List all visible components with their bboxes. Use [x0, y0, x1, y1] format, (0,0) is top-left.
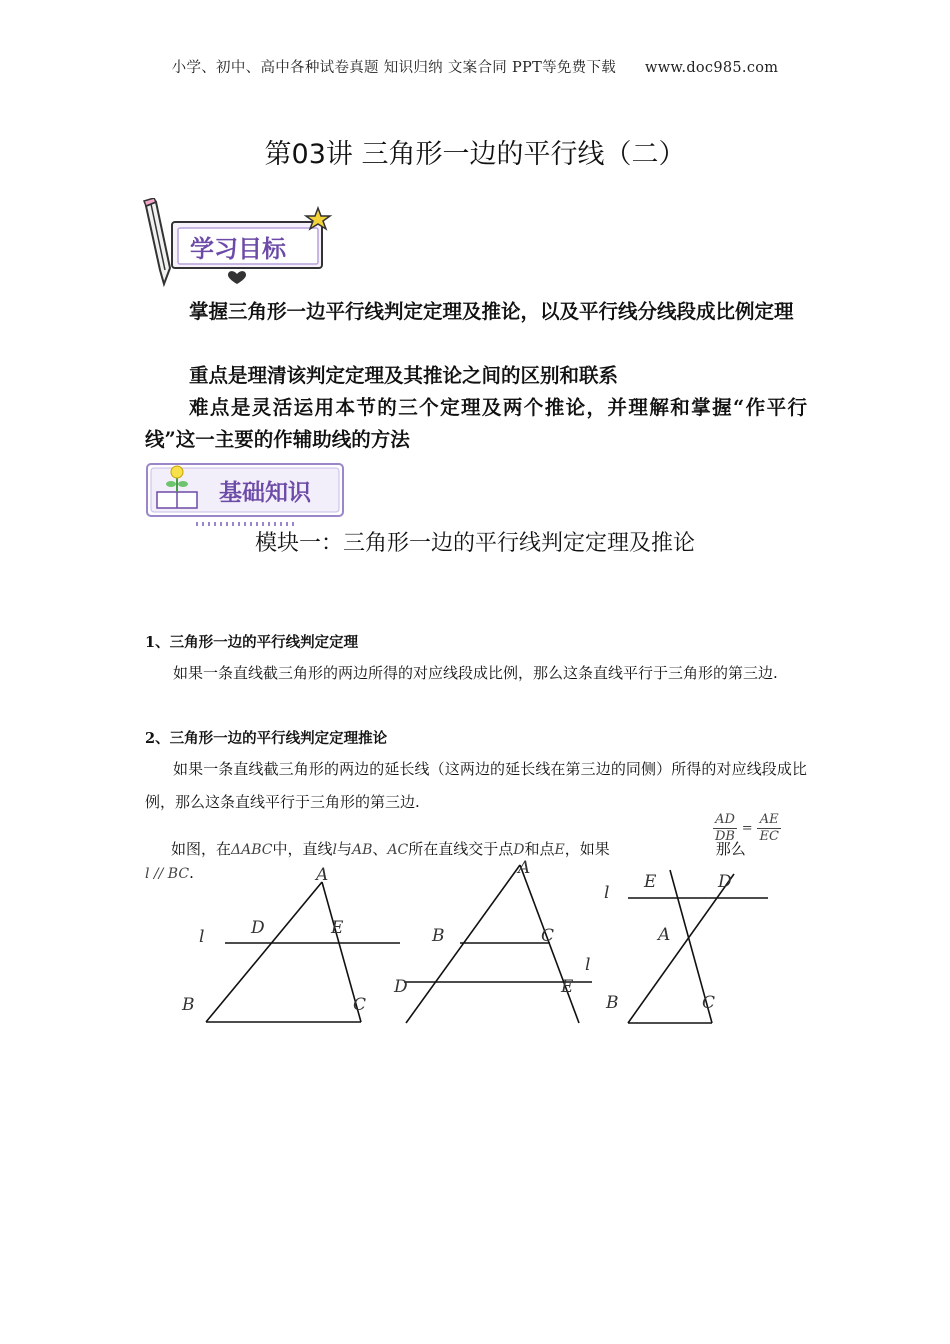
fig-e: E: [554, 842, 565, 858]
objective-1: 掌握三角形一边平行线判定定理及推论，以及平行线分线段成比例定理: [189, 300, 794, 323]
d3-label-b: B: [606, 993, 619, 1013]
section-2-body: 如果一条直线截三角形的两边的延长线（这两边的延长线在第三边的同侧）所得的对应线段成比例，那么这条直线平行于三角形的第三边.: [145, 760, 807, 811]
badge-basics-text: 基础知识: [219, 480, 311, 506]
d3-label-l: l: [604, 883, 610, 903]
badge-goals-text: 学习目标: [190, 235, 286, 263]
fig-text-1: 如图，在: [171, 840, 232, 858]
d2-label-e: E: [561, 977, 574, 997]
equals-sign: =: [741, 821, 753, 836]
d3-line-db: [628, 874, 734, 1023]
d3-label-d: D: [718, 872, 732, 892]
d2-label-d: D: [394, 977, 408, 997]
diagram-1: [175, 860, 410, 1035]
fraction-1-denominator: DB: [715, 829, 735, 844]
fig-triangle: ΔABC: [231, 842, 273, 858]
fig-text-2: 中，直线: [272, 840, 333, 858]
fig-text-6: 和点: [524, 840, 555, 858]
diagram-3: [600, 860, 780, 1030]
fig-line-l: l: [332, 842, 337, 858]
d1-label-d: D: [251, 918, 265, 938]
d1-label-l: l: [199, 927, 205, 947]
d1-label-a: A: [316, 865, 329, 885]
pencil-icon: [144, 198, 170, 284]
fraction-2-numerator: AE: [757, 812, 780, 829]
page-title: 第03讲 三角形一边的平行线（二）: [264, 139, 686, 170]
objective-3: 难点是灵活运用本节的三个定理及两个推论，并理解和掌握“作平行线”这一主要的作辅助线的方法: [145, 396, 807, 451]
fraction-2-denominator: EC: [759, 829, 779, 844]
section-1-heading: 1、三角形一边的平行线判定定理: [145, 634, 359, 651]
objective-2: 重点是理清该判定定理及其推论之间的区别和联系: [189, 364, 619, 387]
fig-d: D: [513, 842, 525, 858]
header-text: 小学、初中、高中各种试卷真题 知识归纳 文案合同 PPT等免费下载: [171, 60, 617, 76]
basic-knowledge-badge: [145, 462, 355, 526]
fig-text-4: 、: [372, 840, 388, 858]
fig-text-3: 与: [337, 840, 353, 858]
d1-label-e: E: [331, 918, 344, 938]
section-2-heading: 2、三角形一边的平行线判定定理推论: [145, 730, 388, 747]
d3-label-c: C: [702, 993, 716, 1013]
learning-goals-badge: [140, 198, 340, 288]
fig-conclusion: l // BC: [145, 866, 190, 882]
module-title: 模块一：三角形一边的平行线判定定理及推论: [254, 531, 695, 556]
fig-text-8: 那么: [715, 840, 746, 858]
fig-text-5: 所在直线交于点: [408, 840, 514, 858]
fraction-1-numerator: AD: [713, 812, 737, 829]
fig-dot: .: [189, 864, 194, 882]
fig-ab: AB: [352, 842, 373, 858]
d3-label-a: A: [658, 925, 671, 945]
d3-label-e: E: [644, 872, 657, 892]
d2-label-l: l: [585, 955, 591, 975]
d1-label-c: C: [353, 995, 367, 1015]
fig-text-7: ，如果: [564, 840, 610, 858]
site-header: [0, 56, 950, 77]
heart-icon: [228, 271, 246, 284]
fig-ac: AC: [387, 842, 409, 858]
d2-label-c: C: [541, 926, 555, 946]
d1-label-b: B: [182, 995, 195, 1015]
d2-label-b: B: [432, 926, 445, 946]
header-site-link[interactable]: www.doc985.com: [645, 60, 779, 76]
d1-side-ab: [206, 882, 322, 1022]
diagram-2: [390, 855, 605, 1030]
d2-line-ad: [406, 865, 520, 1023]
section-1-body: 如果一条直线截三角形的两边所得的对应线段成比例，那么这条直线平行于三角形的第三边.: [173, 664, 778, 682]
d2-label-a: A: [518, 858, 531, 878]
